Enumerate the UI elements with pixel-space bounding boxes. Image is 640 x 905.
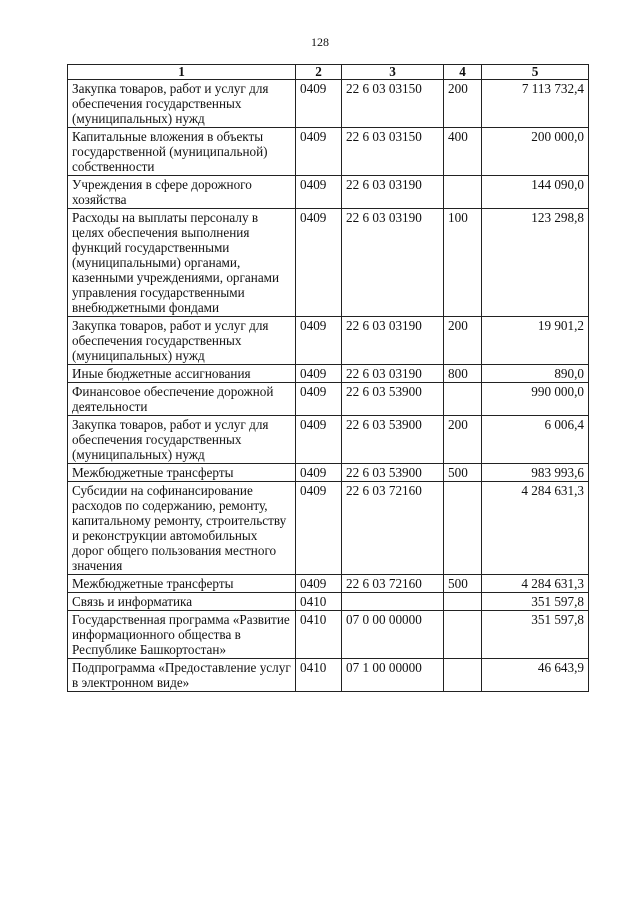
row-name: Закупка товаров, работ и услуг для обеспечения государственных (муниципальных) нужд xyxy=(68,416,296,464)
row-amount: 351 597,8 xyxy=(482,611,589,659)
row-expense-type: 200 xyxy=(444,317,482,365)
row-target-article: 22 6 03 03190 xyxy=(342,317,444,365)
row-target-article: 22 6 03 03150 xyxy=(342,128,444,176)
row-target-article: 22 6 03 72160 xyxy=(342,482,444,575)
table-row xyxy=(68,176,589,209)
table-row xyxy=(68,383,589,416)
row-amount: 19 901,2 xyxy=(482,317,589,365)
row-name: Государственная программа «Развитие информационного общества в Республике Башкортостан» xyxy=(68,611,296,659)
row-section-code: 0409 xyxy=(296,482,342,575)
row-expense-type: 400 xyxy=(444,128,482,176)
row-name: Капитальные вложения в объекты государственной (муниципальной) собственности xyxy=(68,128,296,176)
row-amount: 4 284 631,3 xyxy=(482,575,589,593)
row-name: Закупка товаров, работ и услуг для обеспечения государственных (муниципальных) нужд xyxy=(68,80,296,128)
row-section-code: 0410 xyxy=(296,593,342,611)
row-amount: 144 090,0 xyxy=(482,176,589,209)
row-name: Межбюджетные трансферты xyxy=(68,464,296,482)
row-section-code: 0409 xyxy=(296,575,342,593)
row-section-code: 0410 xyxy=(296,659,342,692)
row-amount: 983 993,6 xyxy=(482,464,589,482)
table-row xyxy=(68,317,589,365)
row-amount: 123 298,8 xyxy=(482,209,589,317)
row-section-code: 0409 xyxy=(296,317,342,365)
row-section-code: 0409 xyxy=(296,209,342,317)
row-target-article: 22 6 03 53900 xyxy=(342,464,444,482)
row-amount: 200 000,0 xyxy=(482,128,589,176)
header-col-3: 3 xyxy=(342,65,444,80)
row-expense-type xyxy=(444,482,482,575)
table-row xyxy=(68,365,589,383)
row-section-code: 0410 xyxy=(296,611,342,659)
table-row xyxy=(68,209,589,317)
row-name: Учреждения в сфере дорожного хозяйства xyxy=(68,176,296,209)
row-section-code: 0409 xyxy=(296,464,342,482)
table-body xyxy=(68,80,589,692)
row-target-article: 22 6 03 03190 xyxy=(342,365,444,383)
row-name: Подпрограмма «Предоставление услуг в электронном виде» xyxy=(68,659,296,692)
row-amount: 7 113 732,4 xyxy=(482,80,589,128)
row-expense-type: 800 xyxy=(444,365,482,383)
table-row xyxy=(68,416,589,464)
row-section-code: 0409 xyxy=(296,80,342,128)
row-expense-type xyxy=(444,383,482,416)
row-amount: 6 006,4 xyxy=(482,416,589,464)
row-section-code: 0409 xyxy=(296,365,342,383)
header-col-5: 5 xyxy=(482,65,589,80)
row-name: Связь и информатика xyxy=(68,593,296,611)
row-target-article: 22 6 03 72160 xyxy=(342,575,444,593)
table-row xyxy=(68,593,589,611)
table-row xyxy=(68,659,589,692)
row-name: Расходы на выплаты персоналу в целях обеспечения выполнения функций государственными (муниципальными) органами, казенными учреждениями, органами управления государственными внебюджетными фондами xyxy=(68,209,296,317)
row-target-article: 22 6 03 53900 xyxy=(342,383,444,416)
row-expense-type xyxy=(444,659,482,692)
row-name: Иные бюджетные ассигнования xyxy=(68,365,296,383)
row-amount: 990 000,0 xyxy=(482,383,589,416)
row-name: Межбюджетные трансферты xyxy=(68,575,296,593)
budget-table xyxy=(67,64,589,692)
row-amount: 46 643,9 xyxy=(482,659,589,692)
row-target-article: 22 6 03 03190 xyxy=(342,209,444,317)
row-target-article: 22 6 03 53900 xyxy=(342,416,444,464)
table-row xyxy=(68,575,589,593)
table-row xyxy=(68,611,589,659)
row-target-article: 22 6 03 03150 xyxy=(342,80,444,128)
row-expense-type: 200 xyxy=(444,416,482,464)
row-expense-type xyxy=(444,176,482,209)
row-target-article: 22 6 03 03190 xyxy=(342,176,444,209)
row-target-article xyxy=(342,593,444,611)
row-amount: 351 597,8 xyxy=(482,593,589,611)
row-target-article: 07 0 00 00000 xyxy=(342,611,444,659)
table-row xyxy=(68,128,589,176)
row-name: Закупка товаров, работ и услуг для обеспечения государственных (муниципальных) нужд xyxy=(68,317,296,365)
row-section-code: 0409 xyxy=(296,416,342,464)
row-expense-type: 200 xyxy=(444,80,482,128)
header-col-1: 1 xyxy=(68,65,296,80)
row-section-code: 0409 xyxy=(296,128,342,176)
header-col-4: 4 xyxy=(444,65,482,80)
row-expense-type: 500 xyxy=(444,575,482,593)
row-section-code: 0409 xyxy=(296,383,342,416)
table-header-row xyxy=(68,65,589,80)
row-expense-type: 100 xyxy=(444,209,482,317)
row-expense-type: 500 xyxy=(444,464,482,482)
header-col-2: 2 xyxy=(296,65,342,80)
row-expense-type xyxy=(444,593,482,611)
table-row xyxy=(68,464,589,482)
row-name: Субсидии на софинансирование расходов по содержанию, ремонту, капитальному ремонту, строительству и реконструкции автомобильных дорог общего пользования местного значения xyxy=(68,482,296,575)
page-number: 128 xyxy=(311,35,329,49)
row-target-article: 07 1 00 00000 xyxy=(342,659,444,692)
table-row xyxy=(68,482,589,575)
table-row xyxy=(68,80,589,128)
row-amount: 4 284 631,3 xyxy=(482,482,589,575)
row-section-code: 0409 xyxy=(296,176,342,209)
row-name: Финансовое обеспечение дорожной деятельности xyxy=(68,383,296,416)
row-amount: 890,0 xyxy=(482,365,589,383)
row-expense-type xyxy=(444,611,482,659)
